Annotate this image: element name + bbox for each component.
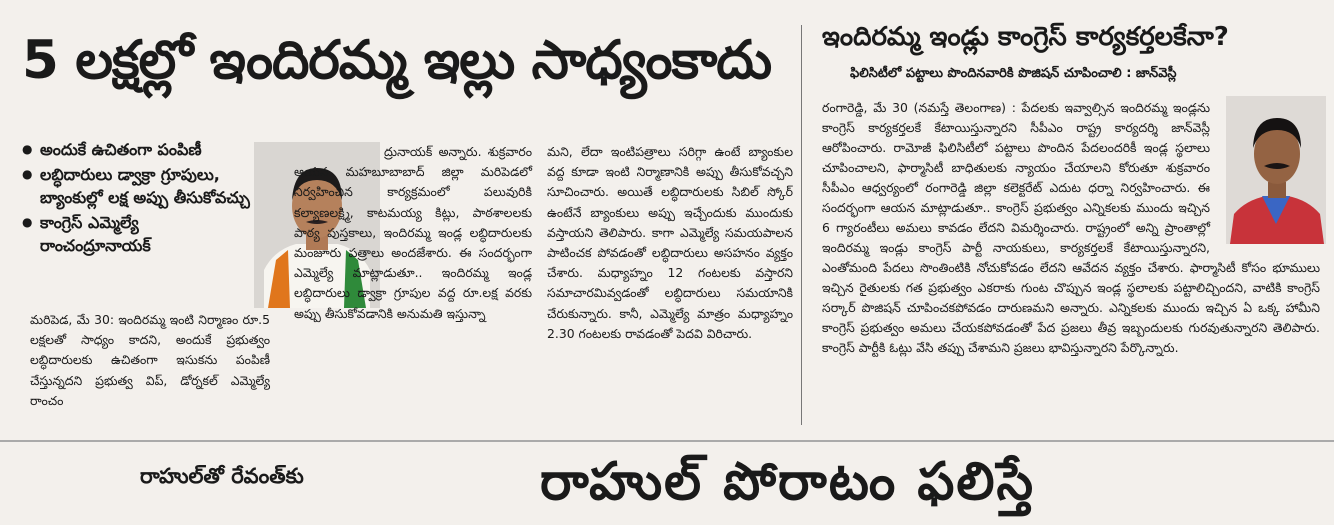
- left-bullets: [22, 138, 250, 259]
- right-article: [810, 18, 1328, 428]
- section-divider: [0, 440, 1334, 442]
- left-article: [10, 18, 793, 428]
- bullet-item: ● కాంగ్రెస్ ఎమ్మెల్యే రాంచంద్రూనాయక్: [22, 213, 151, 255]
- left-article-column-3: మని, లేదా ఇంటిపత్రాలు సరిగ్గా ఉంటే బ్యాంకుల వద్ద కూడా ఇంటి నిర్మాణానికి అప్పు తీసుకోవచ్చని సూచించారు. అయితే లబ్ధిదారులకు సిబిల్ స్కోర్ ఉంటేనే బ్యాంకులు అప్పు ఇచ్చేందుకు ముందుకు వస్తాయని తెలిపారు. కాగా ఎమ్మెల్యే సమయపాలన పాటించక పోవడంతో లబ్ధిదారులు అసహనం వ్యక్తం చేశారు. మధ్యాహ్నం 12 గంటలకు వస్తారని సమాచారమివ్వడంతో లబ్ధిదారులు సమయానికి చేరుకున్నారు. కానీ, ఎమ్మెల్యే మాత్రం మధ్యాహ్నం 2.30 గంటలకు రావడంతో పెదవి విరిచారు.: [547, 144, 793, 341]
- bullet-icon: ●: [22, 167, 33, 181]
- left-headline: 5 లక్షల్లో ఇందిరమ్మ ఇల్లు సాధ్యంకాదు: [22, 30, 772, 91]
- right-article-body: రంగారెడ్డి, మే 30 (నమస్తే తెలంగాణ) : పేదలకు ఇవ్వాల్సిన ఇందిరమ్మ ఇండ్లను కాంగ్రెస్ కార్యకర్తలకే కేటాయిస్తున్నారని సీపీఎం రాష్ట్ర కార్యదర్శి జాన్‌వెస్లీ ఆరోపించారు. రామోజీ ఫిలిసిటీలో పట్టాలు పొందిన పేదలందరికీ ఇండ్ల స్థలాలు చూపించాలని, ఫార్మాసిటీ బాధితులకు న్యాయం చేయాలని కోరుతూ శుక్రవారం సీపీఎం ఆధ్వర్యంలో రంగారెడ్డి జిల్లా కలెక్టరేట్ ఎదుట ధర్నా నిర్వహించారు. ఈ సందర్భంగా ఆయన మాట్లాడుతూ.. కాంగ్రెస్ ప్రభుత్వం ఎన్నికలకు ముందు ఇచ్చిన 6 గ్యారంటీలు అమలు కావడం లేదని విమర్శించారు. రాష్ట్రంలో అన్ని ప్రాంతాల్లో ఇందిరమ్మ ఇండ్లు కాంగ్రెస్ పార్టీ నాయకులు, కార్యకర్తలకే కేటాయిస్తున్నారని, ఎంతోమంది పేదలు సొంతింటికి నోచుకోవడం లేదని ఆవేదన వ్యక్తం చేశారు. ఫార్మాసిటీ కోసం భూములు ఇచ్చిన రైతులకు గత ప్రభుత్వం ఎకరాకు గుంట చొప్పున ఇండ్ల స్థలాలకు పట్టాలిచ్చిందని, వాటికి కాంగ్రెస్ సర్కార్ పొజిషన్ చూపించకపోవడం దారుణమని అన్నారు. ఎన్నికలకు ముందు ఇచ్చిన ఏ ఒక్క హామీని కాంగ్రెస్ ప్రభుత్వం అమలు చేయకపోవడంతో పేద ప్రజలు తీవ్ర ఇబ్బందులకు గురవుతున్నారని తెలిపారు. కాంగ్రెస్ పార్టీకి ఓట్లు వేసి తప్పు చేశామని ప్రజలు భావిస్తున్నారని పేర్కొన్నారు.: [822, 100, 1320, 355]
- bottom-headline-small: రాహుల్‌తో రేవంత్‌కు: [140, 464, 304, 488]
- bullet-icon: ●: [22, 142, 33, 156]
- left-article-column-1: మరిపెడ, మే 30: ఇందిరమ్మ ఇంటి నిర్మాణం రూ.5 లక్షలతో సాధ్యం కాదని, అందుకే ప్రభుత్వం లబ్ధిదారులకు ఉచితంగా ఇసుకను పంపిణీ చేస్తున్నదని ప్రభుత్వ విప్, డోర్నకల్ ఎమ్మెల్యే రాంచం: [30, 312, 270, 408]
- right-headline: ఇందిరమ్మ ఇండ్లు కాంగ్రెస్ కార్యకర్తలకేనా?: [822, 22, 1229, 52]
- bullet-icon: ●: [22, 215, 33, 229]
- bottom-headline-large: రాహుల్ పోరాటం ఫలిస్తే: [540, 452, 1035, 512]
- left-article-column-2: ద్రునాయక్ అన్నారు. శుక్రవారం ఆయన మహబూబాబాద్ జిల్లా మరిపెడలో నిర్వహించిన కార్యక్రమంలో పలువురికి కల్యాణలక్ష్మి, కాటమయ్య కిట్లు, పాఠశాలలకు పాఠ్య పుస్తకాలు, ఇందిరమ్మ ఇండ్ల లబ్ధిదారులకు మంజూరు పత్రాలు అందజేశారు. ఈ సందర్భంగా ఎమ్మెల్యే మాట్లాడుతూ.. ఇందిరమ్మ ఇండ్ల లబ్ధిదారులు డ్వాక్రా గ్రూపుల వద్ద రూ.లక్ష వరకు అప్పు తీసుకోవడానికి అనుమతి ఇస్తున్నా: [294, 144, 532, 321]
- bullet-item: ● లబ్ధిదారులు డ్వాక్రా గ్రూపులు, బ్యాంకుల్లో లక్ష అప్పు తీసుకోవచ్చు: [22, 165, 250, 207]
- column-divider: [801, 25, 802, 425]
- right-subheadline: ఫిలిసిటీలో పట్టాలు పొందినవారికి పొజిషన్ చూపించాలి : జాన్‌వెస్లీ: [850, 66, 1177, 81]
- bullet-item: ● అందుకే ఉచితంగా పంపిణీ: [22, 140, 202, 159]
